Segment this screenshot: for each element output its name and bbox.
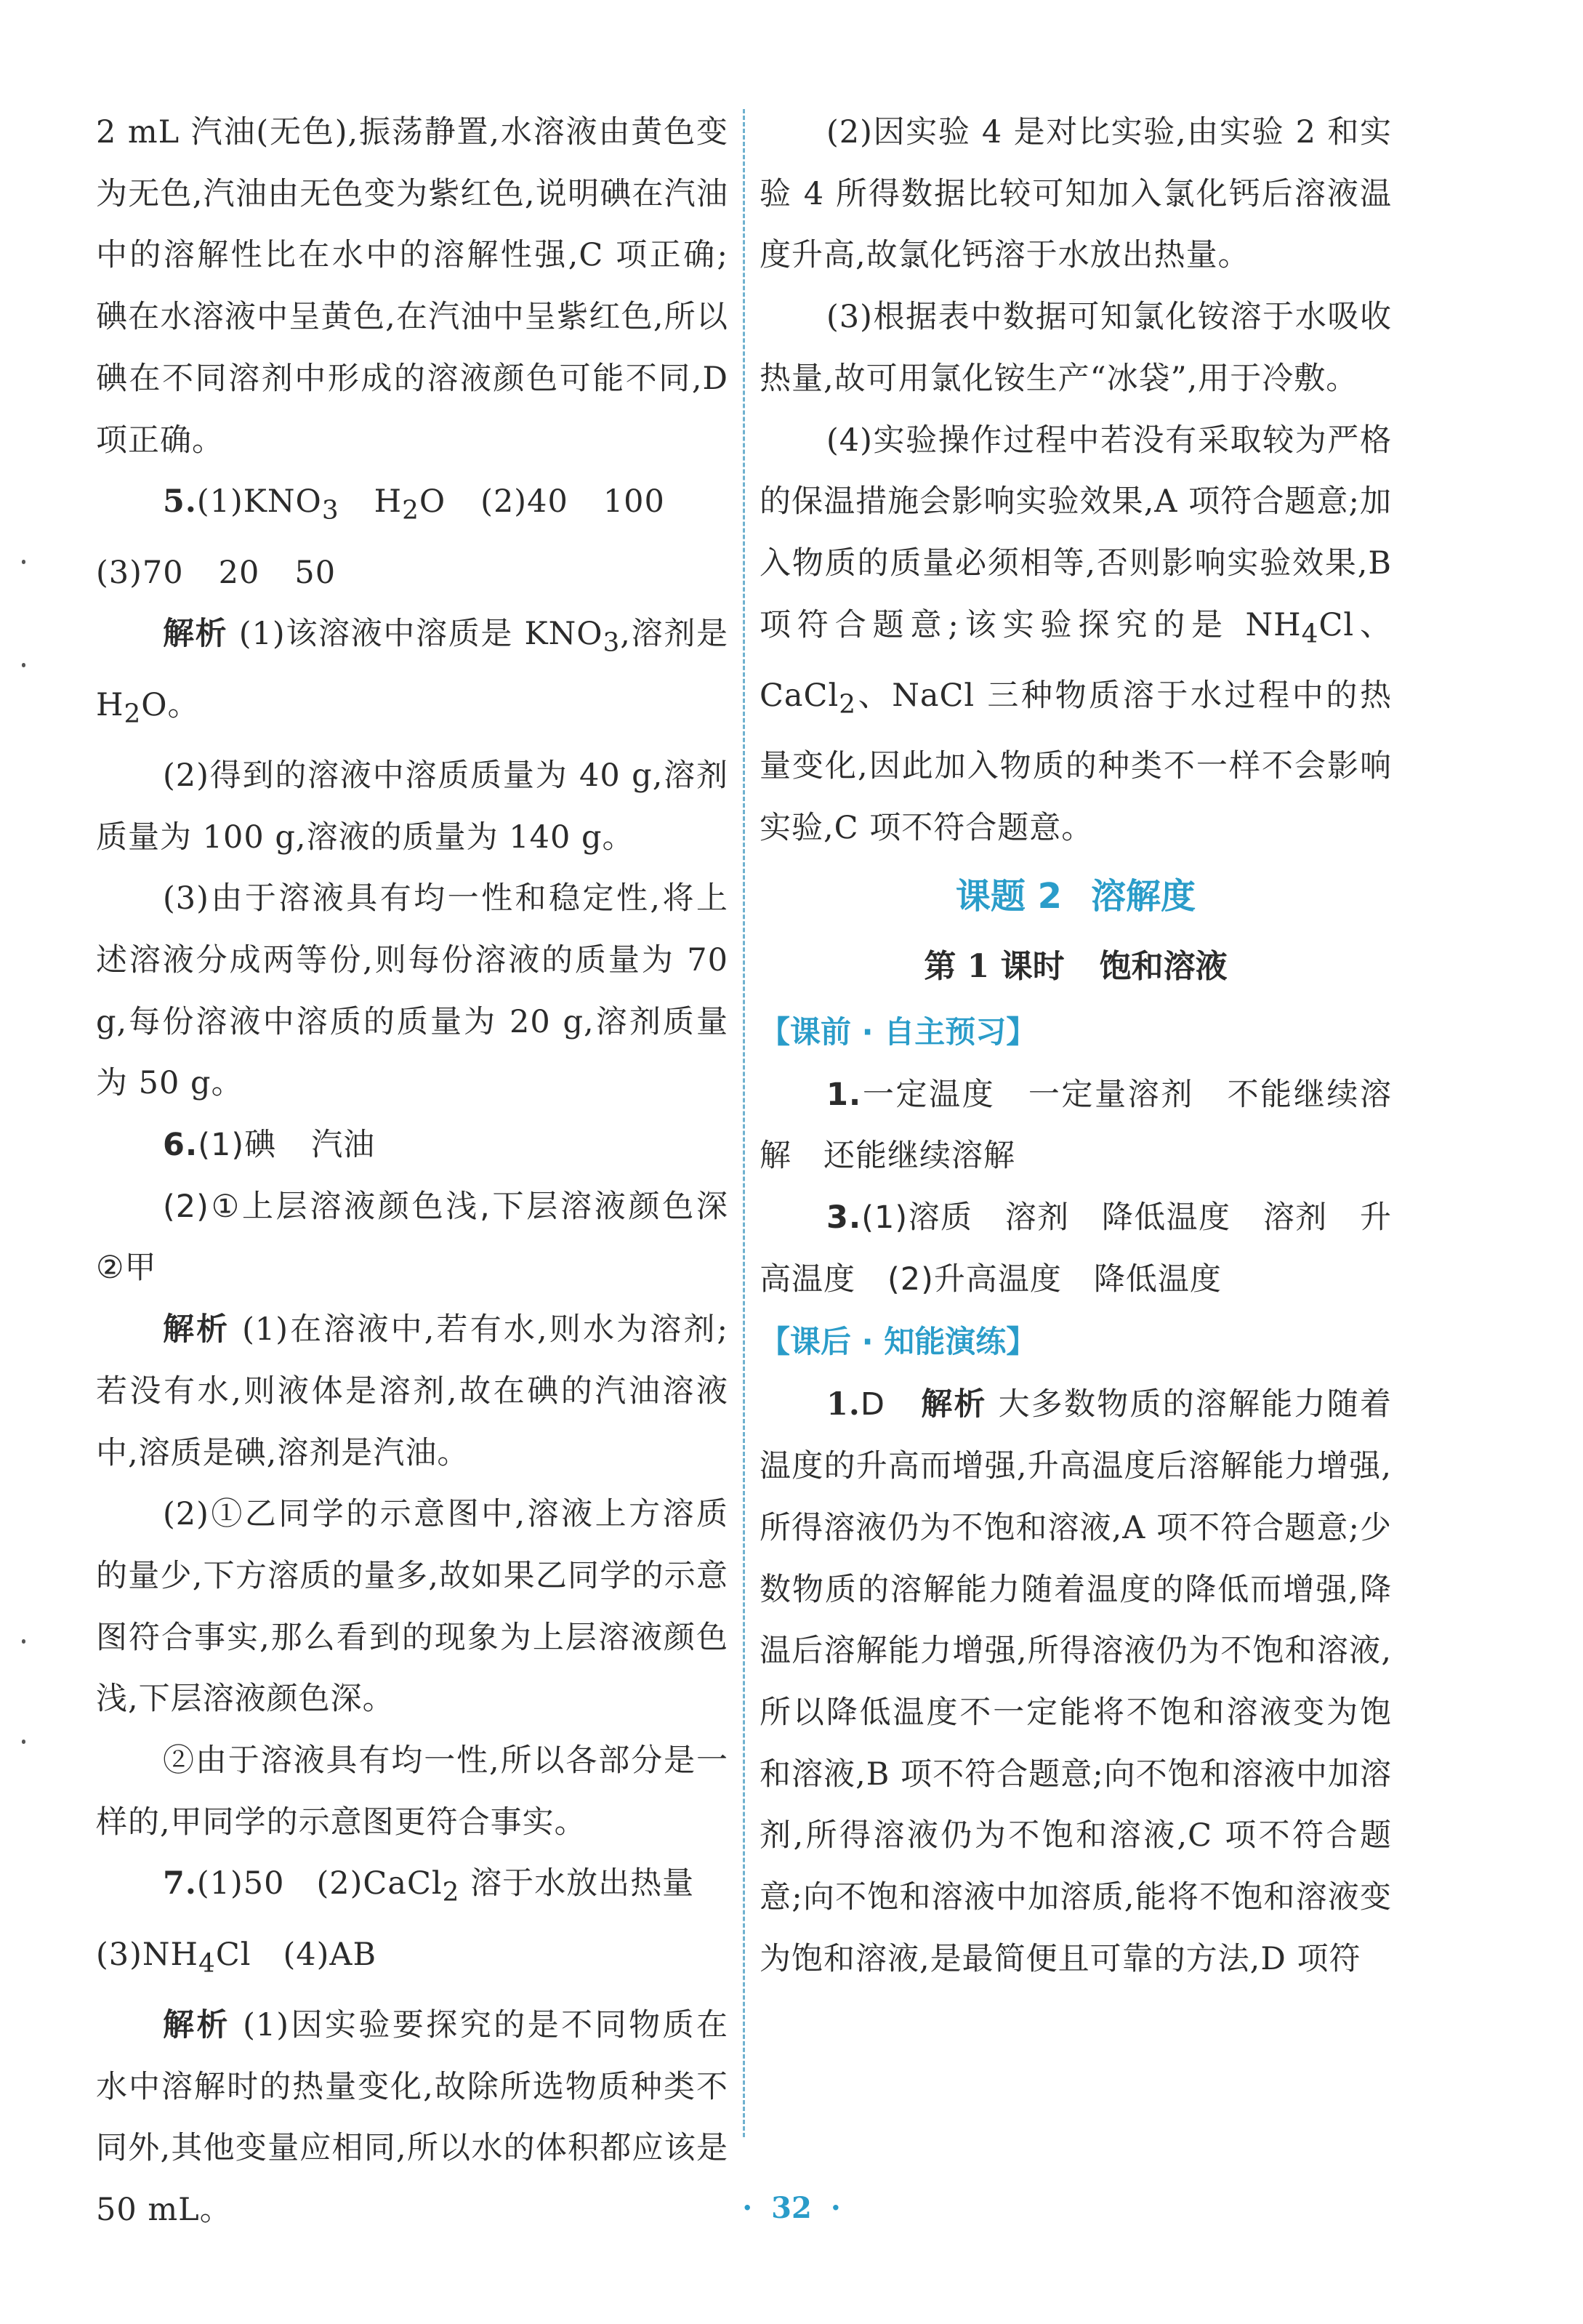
margin-mark	[22, 1740, 25, 1744]
question-number: 1.	[826, 1076, 862, 1113]
section-tag: 【课后 · 知能演练】	[760, 1324, 1037, 1360]
margin-mark	[22, 663, 25, 667]
answer-7: 7.(1)50 (2)CaCl$_2$ 溶于水放出热量	[163, 1865, 695, 1908]
analysis-label: 解析	[920, 1386, 987, 1423]
paragraph: (2)得到的溶液中溶质质量为 40 g,溶剂质量为 100 g,溶液的质量为 140 g。	[96, 757, 728, 856]
answer-5-cont: (3)70 20 50	[96, 554, 337, 591]
paragraph: 2 mL 汽油(无色),振荡静置,水溶液由黄色变为无色,汽油由无色变为紫红色,说明碘在汽油中的溶解性比在水中的溶解性强,C 项正确;碘在水溶液中呈黄色,在汽油中呈紫红色,所以碘在不同溶剂中形成的溶液颜色可能不同,D 项正确。	[96, 114, 728, 459]
analysis-6: 解析 (1)在溶液中,若有水,则水为溶剂;若没有水,则液体是溶剂,故在碘的汽油溶液中,溶质是碘,溶剂是汽油。	[96, 1311, 729, 1471]
lesson-subtitle: 第 1 课时 饱和溶液	[924, 947, 1228, 985]
answer-1: 1.一定温度 一定量溶剂 不能继续溶解 还能继续溶解	[760, 1076, 1392, 1175]
analysis-label: 解析	[163, 616, 228, 653]
page-number: · 32 ·	[742, 2191, 841, 2225]
paragraph: (2)①上层溶液颜色浅,下层溶液颜色深 ②甲	[96, 1188, 760, 1287]
paragraph: (3)由于溶液具有均一性和稳定性,将上述溶液分成两等份,则每份溶液的质量为 70 g,每份溶液中溶质的质量为 20 g,溶剂质量为 50 g。	[96, 880, 728, 1102]
paragraph: (3)根据表中数据可知氯化铵溶于水吸收热量,故可用氯化铵生产“冰袋”,用于冷敷。	[760, 299, 1392, 397]
answer-6: 6.(1)碘 汽油	[163, 1127, 376, 1164]
paragraph: (2)因实验 4 是对比实验,由实验 2 和实验 4 所得数据比较可知加入氯化钙后溶液温度升高,故氯化钙溶于水放出热量。	[760, 114, 1392, 274]
answer-1-after: 1.D 解析 大多数物质的溶解能力随着温度的升高而增强,升高温度后溶解能力增强,所得溶液仍为不饱和溶液,A 项不符合题意;少数物质的溶解能力随着温度的降低而增强,降温后溶解能力增强,所得溶液仍为不饱和溶液,所以降低温度不一定能将不饱和溶液变为饱和溶液,B 项不符合题意;向不饱和溶液中加溶剂,所得溶液仍为不饱和溶液,C 项不符合题意;向不饱和溶液中加溶质,能将不饱和溶液变为饱和溶液,是最简便且可靠的方法,D 项符	[760, 1386, 1393, 1977]
analysis-5: 解析 (1)该溶液中溶质是 $KNO_3$,溶剂是 $H_2O$。	[96, 616, 729, 729]
analysis-label: 解析	[163, 1311, 230, 1348]
answer-7-cont: $(3)NH_4Cl$ (4)AB	[96, 1936, 377, 1979]
answer-3: 3.(1)溶质 溶剂 降低温度 溶剂 升高温度 (2)升高温度 降低温度	[760, 1199, 1392, 1298]
lesson-title: 课题 2 溶解度	[955, 875, 1196, 917]
column-divider	[743, 109, 745, 2137]
paragraph: (4)实验操作过程中若没有采取较为严格的保温措施会影响实验效果,A 项符合题意;加入物质的质量必须相等,否则影响实验效果,B 项符合题意;该实验探究的是 $NH_4Cl$、CaCl$_2$、NaCl 三种物质溶于水过程中的热量变化,因此加入物质的种类不一样不会影响实验,C 项不符合题意。	[760, 422, 1393, 846]
question-number: 1.	[826, 1386, 861, 1423]
analysis-7: 解析 (1)因实验要探究的是不同物质在水中溶解时的热量变化,故除所选物质种类不同外,其他变量应相同,所以水的体积都应该是 50 mL。	[96, 2007, 729, 2229]
question-number: 7.	[163, 1865, 197, 1902]
right-column	[760, 102, 1392, 1990]
question-number: 3.	[826, 1199, 862, 1237]
margin-mark	[22, 1639, 25, 1644]
question-number: 5.	[163, 483, 197, 520]
question-number: 6.	[163, 1127, 198, 1164]
left-column	[96, 102, 760, 2241]
answer-5: $5.(1)KNO_3$ $H_2O$ (2)40 100	[163, 483, 665, 526]
section-tag: 【课前 · 自主预习】	[760, 1013, 1037, 1050]
margin-mark	[22, 560, 25, 564]
analysis-label: 解析	[163, 2007, 230, 2044]
paragraph: (2)①乙同学的示意图中,溶液上方溶质的量少,下方溶质的量多,故如果乙同学的示意图符合事实,那么看到的现象为上层溶液颜色浅,下层溶液颜色深。	[96, 1496, 728, 1718]
paragraph: ②由于溶液具有均一性,所以各部分是一样的,甲同学的示意图更符合事实。	[96, 1742, 728, 1841]
